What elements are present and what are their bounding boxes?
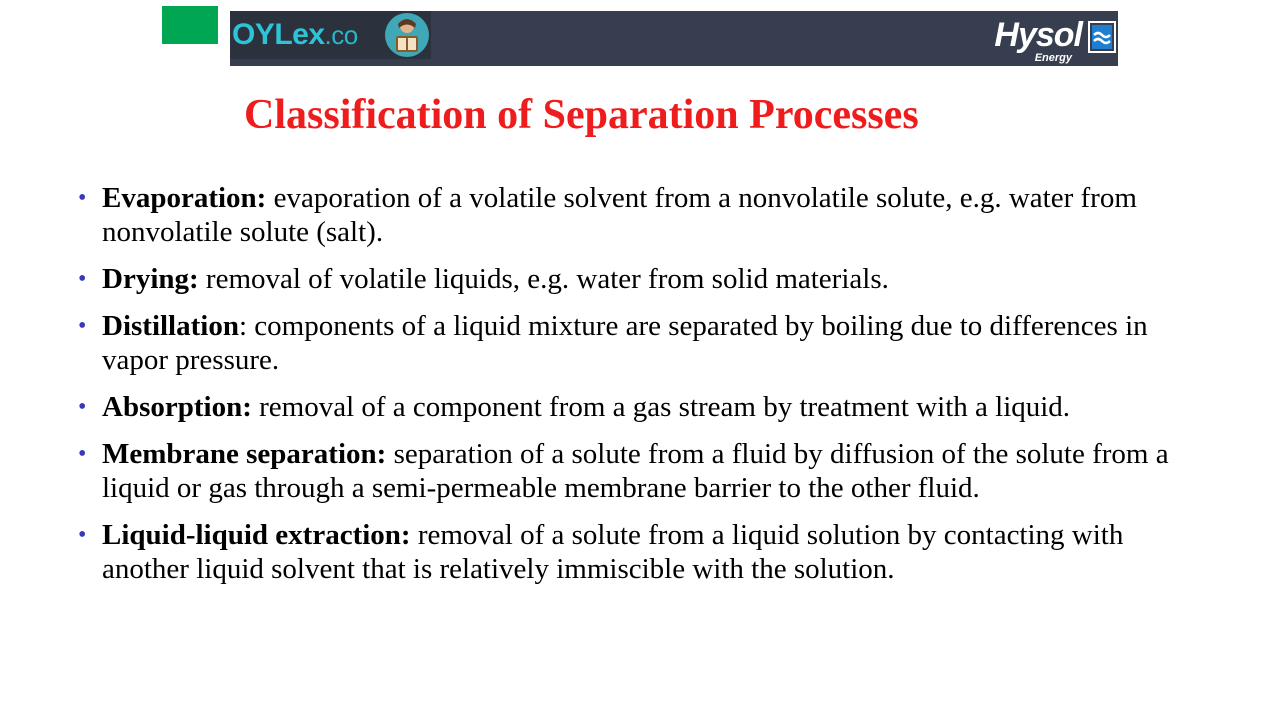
green-accent-square — [162, 6, 218, 44]
bullet-term: Distillation — [102, 310, 239, 342]
bullet-marker: • — [78, 266, 87, 292]
bullet-term: Membrane separation: — [102, 438, 387, 470]
oylex-logo — [230, 11, 431, 59]
bullet-distillation — [78, 309, 1188, 377]
bullet-marker: • — [78, 185, 87, 211]
bullet-list — [78, 181, 1188, 599]
bullet-drying — [78, 262, 1188, 296]
bullet-text: removal of a solute from a liquid solution by contacting with another liquid solvent that is relatively immiscible with the solution. — [102, 519, 1124, 585]
bullet-marker: • — [78, 441, 87, 467]
slide-title: Classification of Separation Processes — [244, 92, 919, 138]
hysol-energy-logo — [984, 13, 1116, 65]
bullet-text: separation of a solute from a fluid by diffusion of the solute from a liquid or gas through a semi-permeable membrane barrier to the other fluid. — [102, 438, 1169, 504]
bullet-text: removal of volatile liquids, e.g. water from solid materials. — [198, 263, 889, 295]
oylex-logo-text: OYLex.co — [232, 18, 358, 51]
bullet-marker: • — [78, 394, 87, 420]
bullet-term: Absorption: — [102, 391, 252, 423]
hysol-logo-text: Hysol — [994, 16, 1082, 54]
bullet-term: Evaporation: — [102, 182, 267, 214]
bullet-term: Drying: — [102, 263, 199, 295]
bullet-liquid-liquid-extraction — [78, 518, 1188, 586]
bullet-text: : components of a liquid mixture are separated by boiling due to differences in vapor pressure. — [102, 310, 1148, 376]
bullet-marker: • — [78, 522, 87, 548]
bullet-text: removal of a component from a gas stream by treatment with a liquid. — [251, 391, 1071, 423]
bullet-marker: • — [78, 313, 87, 339]
hysol-tagline: Energy — [1034, 52, 1072, 64]
header-banner — [230, 11, 1118, 66]
bullet-evaporation — [78, 181, 1188, 249]
wave-icon — [1088, 21, 1116, 53]
bullet-term: Liquid-liquid extraction: — [102, 519, 411, 551]
reader-avatar-icon — [384, 12, 430, 58]
bullet-text: evaporation of a volatile solvent from a nonvolatile solute, e.g. water from nonvolatile solute (salt). — [102, 182, 1137, 248]
bullet-membrane-separation — [78, 437, 1188, 505]
bullet-absorption — [78, 390, 1188, 424]
